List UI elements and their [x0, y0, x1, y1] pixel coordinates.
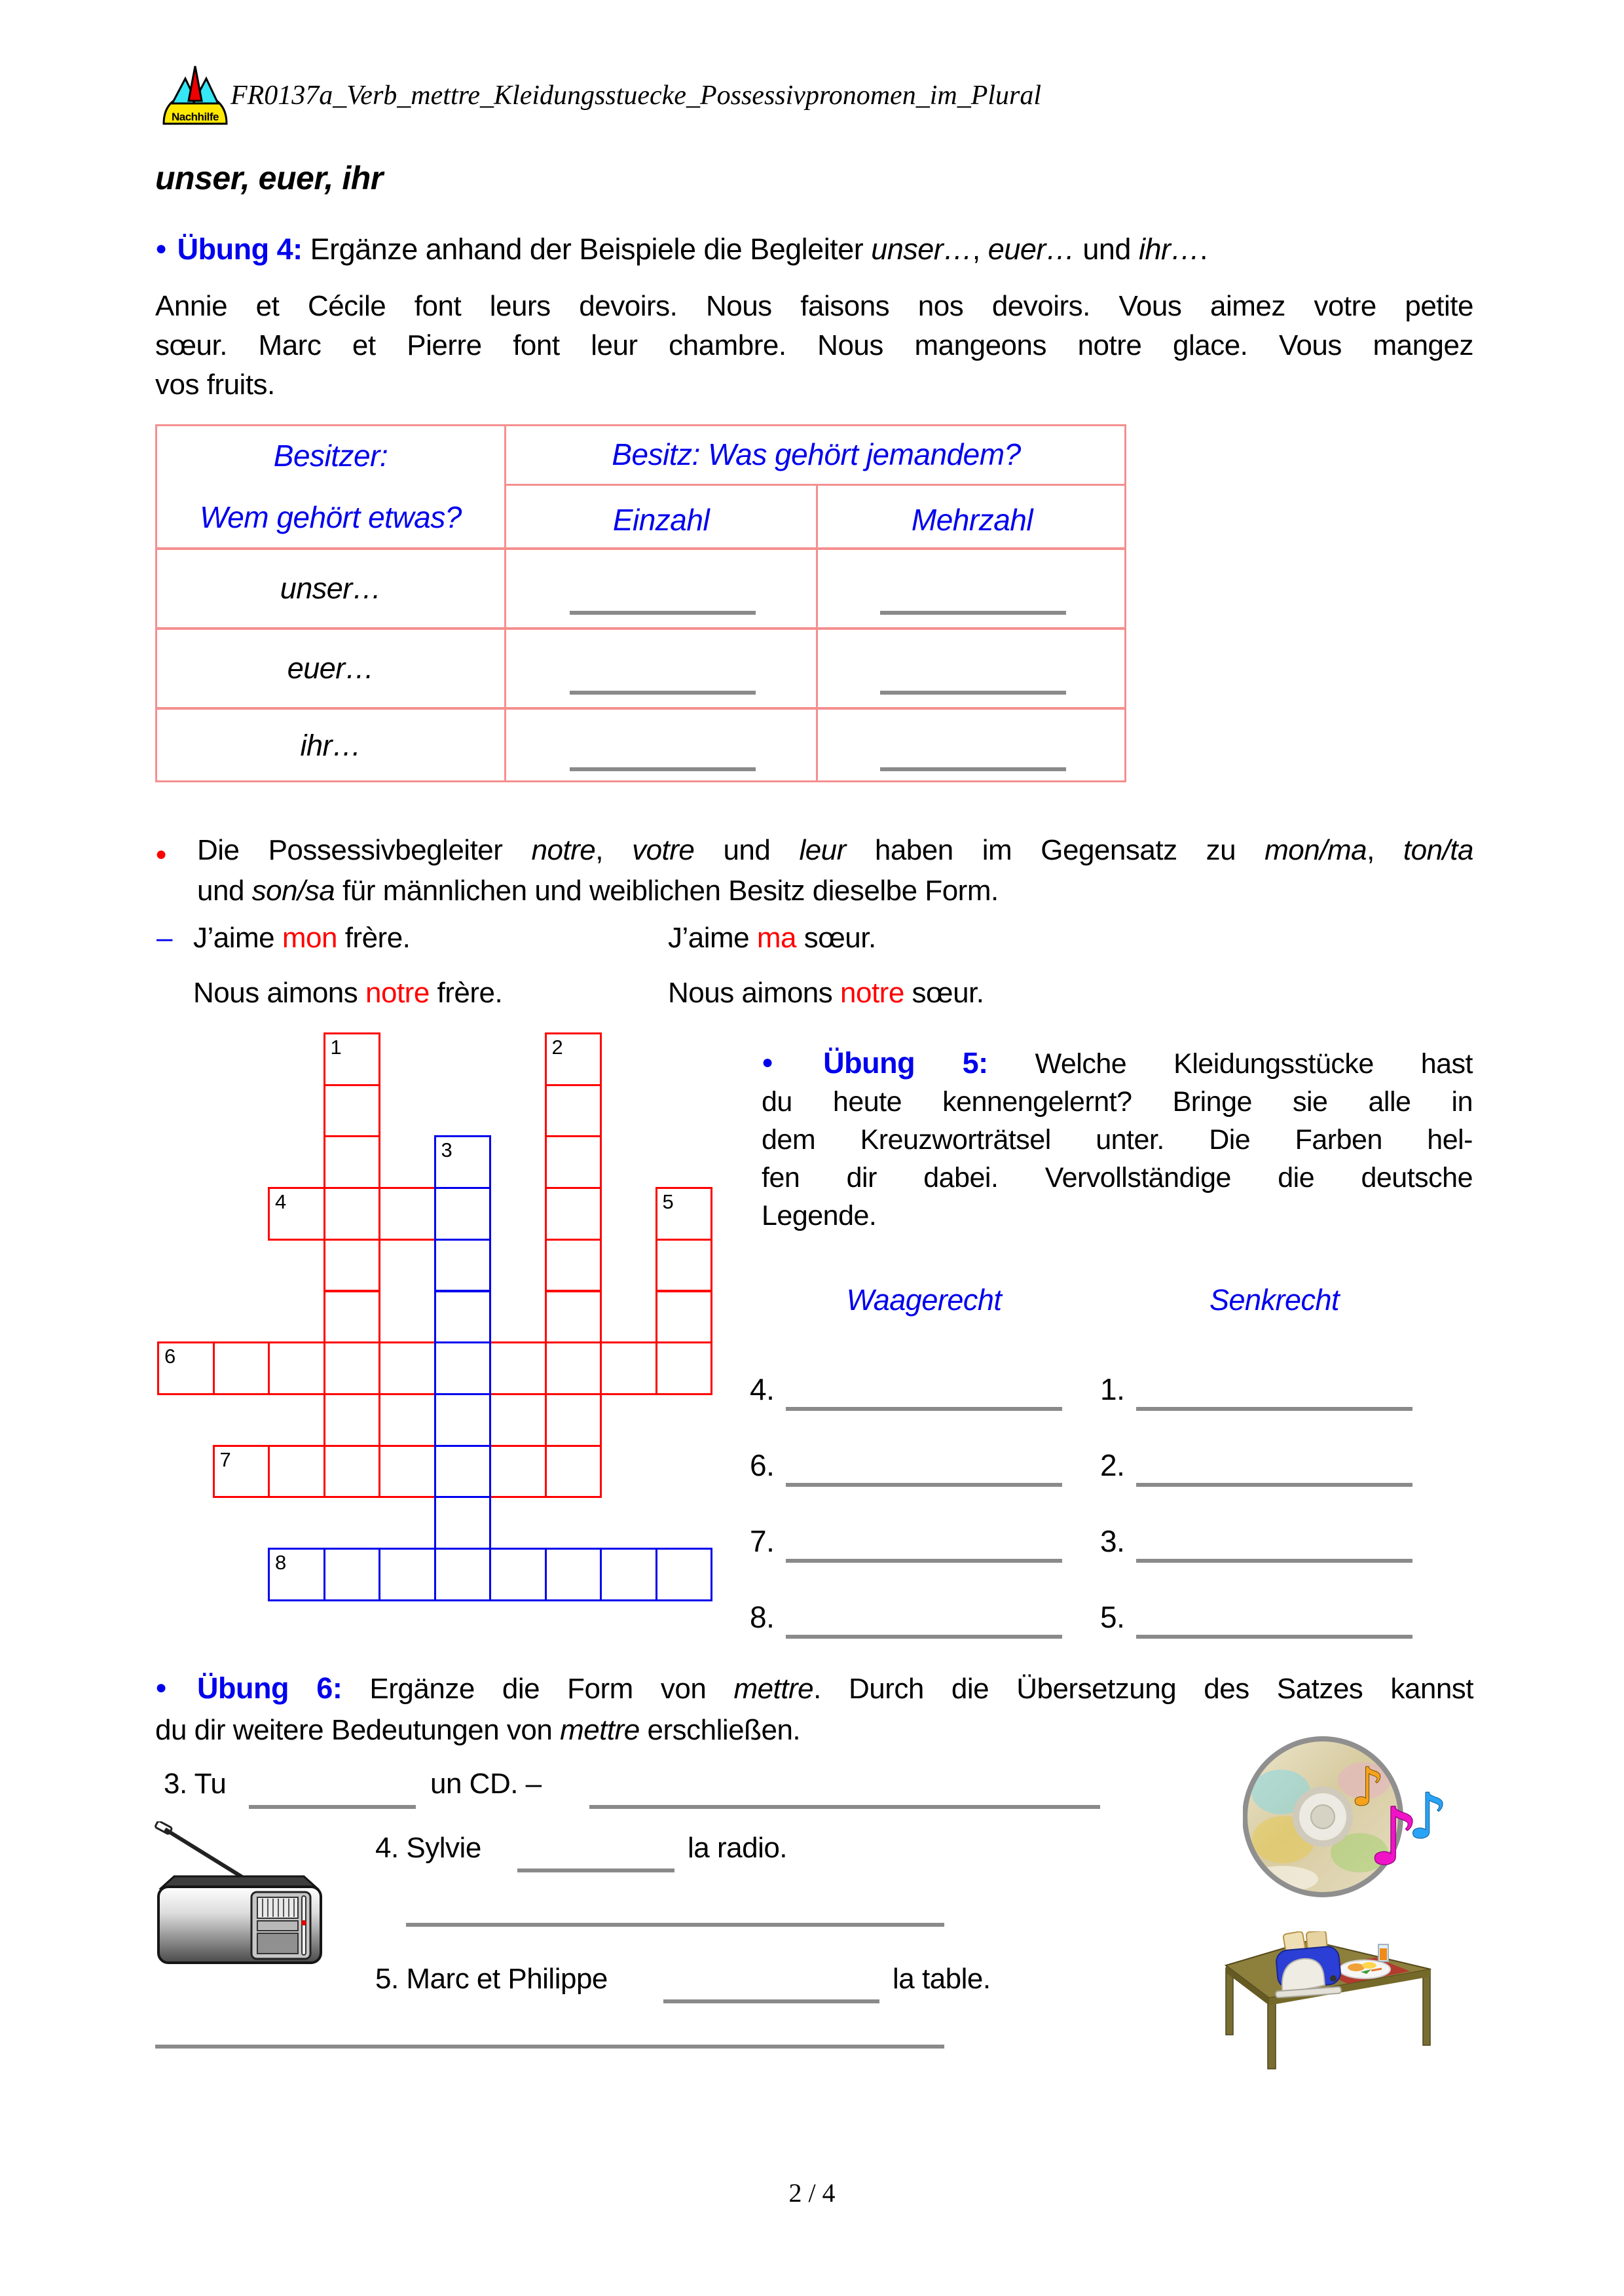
- crossword-cell[interactable]: [213, 1341, 270, 1395]
- item5-verb-blank[interactable]: [663, 1999, 879, 2003]
- table-hline: [157, 707, 1124, 710]
- table-hline: [504, 484, 1124, 486]
- highlighted-word: notre: [840, 977, 904, 1009]
- bullet-icon: ●: [155, 238, 167, 259]
- down-column-header: Senkrecht: [1209, 1283, 1340, 1317]
- table-hline: [157, 547, 1124, 550]
- uebung4-italic: euer…: [987, 232, 1075, 266]
- set-table-image: [1217, 1931, 1436, 2074]
- down-answer-blank[interactable]: [1136, 1407, 1412, 1411]
- item4-verb-blank[interactable]: [517, 1868, 674, 1872]
- table-vline: [504, 426, 506, 780]
- item4-suffix: la radio.: [688, 1832, 788, 1864]
- crossword-clue-number: 4: [275, 1190, 287, 1214]
- item4-translation-blank[interactable]: [406, 1923, 944, 1927]
- crossword-cell[interactable]: [323, 1187, 381, 1241]
- bullet-icon: ●: [762, 1051, 813, 1073]
- across-column-header: Waagerecht: [846, 1283, 1002, 1317]
- answer-blank[interactable]: [880, 611, 1066, 615]
- crossword-cell[interactable]: [545, 1135, 602, 1189]
- crossword-cell[interactable]: [323, 1135, 381, 1189]
- uebung5-line: Legende.: [762, 1200, 877, 1231]
- uebung6-line: du dir weitere Bedeutungen von mettre erschließen.: [155, 1714, 801, 1746]
- example-sentence: J’aime mon frère.: [193, 922, 411, 954]
- uebung4-heading: ● Übung 4: Ergänze anhand der Beispiele die Begleiter unser…, euer… und ihr….: [155, 232, 1208, 266]
- uebung5-label: Übung 5:: [823, 1046, 988, 1080]
- crossword-cell[interactable]: [545, 1393, 602, 1447]
- crossword-cell[interactable]: [268, 1548, 325, 1601]
- item4-prefix: 4. Sylvie: [375, 1832, 481, 1864]
- crossword-cell[interactable]: [434, 1290, 492, 1344]
- across-answer-blank[interactable]: [786, 1483, 1062, 1487]
- crossword-cell[interactable]: [323, 1032, 381, 1086]
- table-row-label: ihr…: [300, 729, 361, 762]
- item5-translation-blank[interactable]: [155, 2045, 944, 2049]
- crossword-clue-number: 8: [275, 1551, 287, 1574]
- bullet-icon: ●: [155, 1677, 187, 1698]
- uebung4-example-paragraph: [155, 287, 1473, 405]
- svg-text:♪: ♪: [1369, 1792, 1419, 1883]
- crossword-cell[interactable]: [545, 1548, 602, 1601]
- example-sentence: Nous aimons notre frère.: [193, 977, 503, 1009]
- besitzer-header-line2: Wem gehört etwas?: [200, 500, 462, 534]
- crossword-cell[interactable]: [434, 1445, 492, 1499]
- crossword-clue-number: 1: [330, 1036, 342, 1059]
- crossword-clue-number: 6: [164, 1345, 176, 1368]
- page-number: 2 / 4: [788, 2178, 836, 2208]
- item3-translation-blank[interactable]: [589, 1805, 1100, 1809]
- across-clue-number: 7.: [750, 1524, 775, 1558]
- crossword-cell[interactable]: [378, 1548, 436, 1601]
- crossword-cell[interactable]: [655, 1187, 713, 1241]
- crossword-cell[interactable]: [434, 1341, 492, 1395]
- example-sentence: Nous aimons notre sœur.: [668, 977, 984, 1009]
- item5-prefix: 5. Marc et Philippe: [375, 1963, 608, 1995]
- item3-verb-blank[interactable]: [249, 1805, 416, 1809]
- table-row-label: unser…: [280, 572, 382, 605]
- mehrzahl-header: Mehrzahl: [911, 503, 1033, 537]
- svg-text:♪: ♪: [1351, 1757, 1384, 1817]
- crossword-cell[interactable]: [434, 1135, 492, 1189]
- item5-suffix: la table.: [893, 1963, 991, 1995]
- crossword-cell[interactable]: [323, 1445, 381, 1499]
- down-clue-number: 3.: [1100, 1524, 1125, 1558]
- logo-text: Nachhilfe: [171, 111, 219, 123]
- highlighted-word: mon: [282, 922, 337, 954]
- answer-blank[interactable]: [570, 767, 756, 771]
- crossword-clue-number: 2: [551, 1036, 563, 1059]
- down-answer-blank[interactable]: [1136, 1635, 1412, 1639]
- across-answer-blank[interactable]: [786, 1635, 1062, 1639]
- uebung4-label: Übung 4:: [177, 232, 303, 266]
- across-clue-number: 8.: [750, 1600, 775, 1634]
- crossword-cell[interactable]: [213, 1445, 270, 1499]
- note-line: Die Possessivbegleiter notre, votre und leur haben im Gegensatz zu mon/ma, ton/ta: [197, 834, 1473, 866]
- einzahl-header: Einzahl: [612, 503, 710, 537]
- crossword-cell[interactable]: [434, 1187, 492, 1241]
- uebung5-block: [762, 1044, 1473, 1235]
- table-hline: [157, 627, 1124, 630]
- crossword-cell[interactable]: [323, 1239, 381, 1292]
- crossword-cell[interactable]: [545, 1084, 602, 1138]
- crossword-cell[interactable]: [489, 1341, 547, 1395]
- uebung6-line: ● Übung 6: Ergänze die Form von mettre. Durch die Übersetzung des Satzes kannst: [155, 1671, 1474, 1705]
- across-answer-blank[interactable]: [786, 1559, 1062, 1563]
- cd-music-notes-image: [1243, 1732, 1466, 1901]
- paragraph-line: sœur. Marc et Pierre font leur chambre. Nous mangeons notre glace. Vous mangez: [155, 329, 1473, 361]
- svg-text:♪: ♪: [1408, 1781, 1448, 1853]
- highlighted-word: ma: [756, 922, 796, 954]
- crossword-cell[interactable]: [545, 1239, 602, 1292]
- uebung5-line: dem Kreuzworträtsel unter. Die Farben hel-: [762, 1124, 1473, 1156]
- possessive-table: [155, 424, 1126, 782]
- crossword-cell[interactable]: [545, 1032, 602, 1086]
- crossword-clue-number: 7: [219, 1448, 231, 1471]
- crossword-cell[interactable]: [323, 1393, 381, 1447]
- crossword-clue-number: 3: [441, 1139, 452, 1162]
- down-clue-number: 1.: [1100, 1372, 1125, 1406]
- crossword-cell[interactable]: [655, 1548, 713, 1601]
- down-clue-number: 5.: [1100, 1600, 1125, 1634]
- across-clue-number: 4.: [750, 1372, 775, 1406]
- crossword-clue-number: 5: [662, 1190, 674, 1214]
- crossword-cell[interactable]: [434, 1548, 492, 1601]
- crossword-cell[interactable]: [268, 1187, 325, 1241]
- document-title: FR0137a_Verb_mettre_Kleidungsstuecke_Possessivpronomen_im_Plural: [231, 81, 1042, 111]
- down-answer-blank[interactable]: [1136, 1559, 1412, 1563]
- down-clue-number: 2.: [1100, 1448, 1125, 1482]
- paragraph-line: Annie et Cécile font leurs devoirs. Nous faisons nos devoirs. Vous aimez votre petite: [155, 290, 1473, 322]
- answer-blank[interactable]: [880, 691, 1066, 695]
- note-line: und son/sa für männlichen und weiblichen Besitz dieselbe Form.: [197, 875, 999, 907]
- crossword-cell[interactable]: [378, 1187, 436, 1241]
- radio-image: [152, 1821, 330, 1978]
- highlighted-word: notre: [365, 977, 430, 1009]
- dash-bullet: –: [157, 922, 172, 954]
- crossword-cell[interactable]: [157, 1341, 215, 1395]
- uebung5-line: du heute kennengelernt? Bringe sie alle in: [762, 1086, 1473, 1118]
- across-clue-number: 6.: [750, 1448, 775, 1482]
- crossword-cell[interactable]: [655, 1239, 713, 1292]
- crossword-cell[interactable]: [545, 1187, 602, 1241]
- grammar-note: [155, 830, 1473, 911]
- crossword-cell[interactable]: [323, 1084, 381, 1138]
- crossword-cell[interactable]: [434, 1393, 492, 1447]
- crossword-cell[interactable]: [378, 1341, 436, 1395]
- crossword-cell[interactable]: [268, 1445, 325, 1499]
- crossword-cell[interactable]: [545, 1290, 602, 1344]
- item3-prefix: 3. Tu: [164, 1768, 227, 1800]
- across-answer-blank[interactable]: [786, 1407, 1062, 1411]
- answer-blank[interactable]: [570, 691, 756, 695]
- uebung4-italic: ihr…: [1138, 232, 1200, 266]
- crossword-cell[interactable]: [489, 1548, 547, 1601]
- answer-blank[interactable]: [570, 611, 756, 615]
- crossword-grid: [157, 1032, 715, 1603]
- crossword-cell[interactable]: [323, 1290, 381, 1344]
- crossword-cell[interactable]: [655, 1290, 713, 1344]
- crossword-cell[interactable]: [545, 1445, 602, 1499]
- crossword-cell[interactable]: [323, 1548, 381, 1601]
- uebung4-text: Ergänze anhand der Beispiele die Begleiter: [310, 232, 872, 266]
- besitzer-header-line1: Besitzer:: [273, 439, 388, 473]
- example-sentence: J’aime ma sœur.: [668, 922, 876, 954]
- item3-mid: un CD. –: [430, 1768, 542, 1800]
- crossword-cell[interactable]: [655, 1341, 713, 1395]
- crossword-cell[interactable]: [323, 1341, 381, 1395]
- crossword-cell[interactable]: [434, 1496, 492, 1550]
- uebung4-italic: unser…: [871, 232, 972, 266]
- crossword-cell[interactable]: [489, 1445, 547, 1499]
- bullet-icon: ●: [155, 843, 167, 865]
- section-title: unser, euer, ihr: [155, 160, 383, 196]
- nachhilfe-logo: [159, 62, 231, 131]
- uebung5-line: ● Übung 5: Welche Kleidungsstücke hast: [762, 1046, 1473, 1080]
- crossword-cell[interactable]: [600, 1548, 657, 1601]
- crossword-cell[interactable]: [600, 1341, 657, 1395]
- crossword-cell[interactable]: [378, 1445, 436, 1499]
- besitz-header: Besitz: Was gehört jemandem?: [612, 437, 1021, 471]
- crossword-cell[interactable]: [434, 1239, 492, 1292]
- crossword-cell[interactable]: [545, 1341, 602, 1395]
- crossword-cell[interactable]: [268, 1341, 325, 1395]
- down-answer-blank[interactable]: [1136, 1483, 1412, 1487]
- uebung6-label: Übung 6:: [196, 1671, 342, 1705]
- paragraph-line: vos fruits.: [155, 369, 275, 401]
- table-row-label: euer…: [287, 651, 375, 685]
- uebung5-line: fen dir dabei. Vervollständige die deutsche: [762, 1162, 1473, 1194]
- answer-blank[interactable]: [880, 767, 1066, 771]
